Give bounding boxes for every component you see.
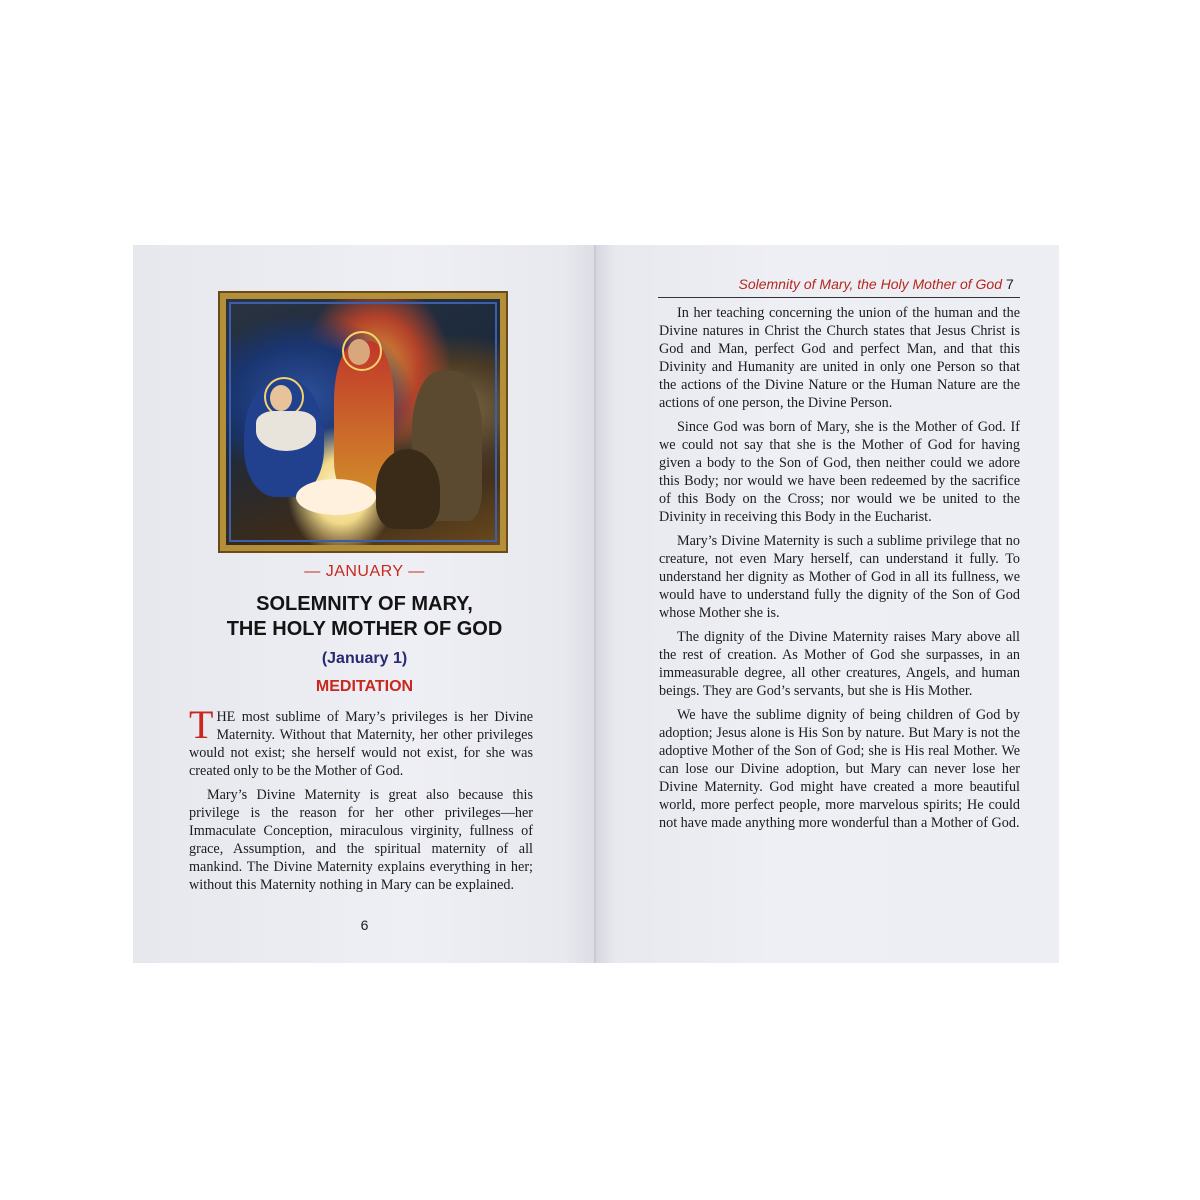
paragraph-text: HE most sublime of Mary’s privileges is her Divine Maternity. Without that Maternity, her other privileges would not exist; she herself would not exist, for she was created only to be the Mother of God. [189, 709, 533, 779]
kneeling-shepherd-figure [376, 449, 440, 529]
month-label: — JANUARY — [304, 563, 425, 580]
meditation-heading: MEDITATION [315, 678, 414, 695]
mary-face [270, 385, 292, 411]
christ-child-figure [296, 479, 376, 515]
feast-title-line2: THE HOLY MOTHER OF GOD [226, 618, 503, 640]
paragraph: Mary’s Divine Maternity is such a sublime privilege that no creature, not even Mary herself, can understand it fully. To understand her dignity as Mother of God in all its fullness, we would have to understand fully the dignity of the Son of God whose Mother she is. [659, 533, 1020, 621]
paragraph: In her teaching concerning the union of the human and the Divine natures in Christ the Church states that Jesus Christ is God and Man, perfect God and perfect Man, and that this Divinity and Humanity are united in only one Person so that the actions of the Divine Nature or the Human Nature are the actions of one person, the Divine Person. [659, 305, 1020, 411]
page-number-left: 6 [360, 917, 369, 933]
header-rule [658, 297, 1020, 298]
left-body-text [189, 702, 533, 900]
page-number-right: 7 [1006, 276, 1014, 292]
paragraph: Since God was born of Mary, she is the Mother of God. If we could not say that she is the Mother of God for having given a body to the Son of God, then neither could we adore this Body; nor would we have been redeemed by the sacrifice of this Body on the Cross; nor would we be united to the Divinity in receiving this Body in the Eucharist. [659, 419, 1020, 525]
feast-title-line1: SOLEMNITY OF MARY, [256, 593, 473, 615]
swaddling-cloth [256, 411, 316, 451]
paragraph: The dignity of the Divine Maternity raises Mary above all the rest of creation. As Mother of God she surpasses, in an immeasurable degree, all other creatures, Angels, and human beings. They are God’s servants, but she is His Mother. [659, 629, 1020, 699]
paragraph [189, 702, 533, 780]
joseph-face [348, 339, 370, 365]
paragraph: We have the sublime dignity of being children of God by adoption; Jesus alone is His Son by nature. But Mary is not the adoptive Mother of the Son of God; she is His real Mother. We can lose our Divine adoption, but Mary can never lose her Divine Maternity. God might have created a more beautiful world, more perfect people, more marvelous spirits; He could not have made anything more wonderful than a Mother of God. [659, 707, 1020, 831]
open-booklet [133, 245, 1059, 963]
feast-title [133, 592, 596, 642]
paragraph: Mary’s Divine Maternity is great also because this privilege is the reason for her other privileges—her Immaculate Conception, miraculous virginity, fullness of grace, Assumption, and the spiritual maternity of all mankind. The Divine Maternity explains everything in her; without this Maternity nothing in Mary can be explained. [189, 787, 533, 893]
drop-cap: T [189, 702, 214, 747]
feast-date: (January 1) [321, 650, 408, 667]
right-body-text [659, 304, 1020, 838]
running-head: Solemnity of Mary, the Holy Mother of God [738, 276, 1002, 292]
right-page [596, 245, 1059, 963]
nativity-illustration [220, 293, 506, 551]
left-page [133, 245, 596, 963]
